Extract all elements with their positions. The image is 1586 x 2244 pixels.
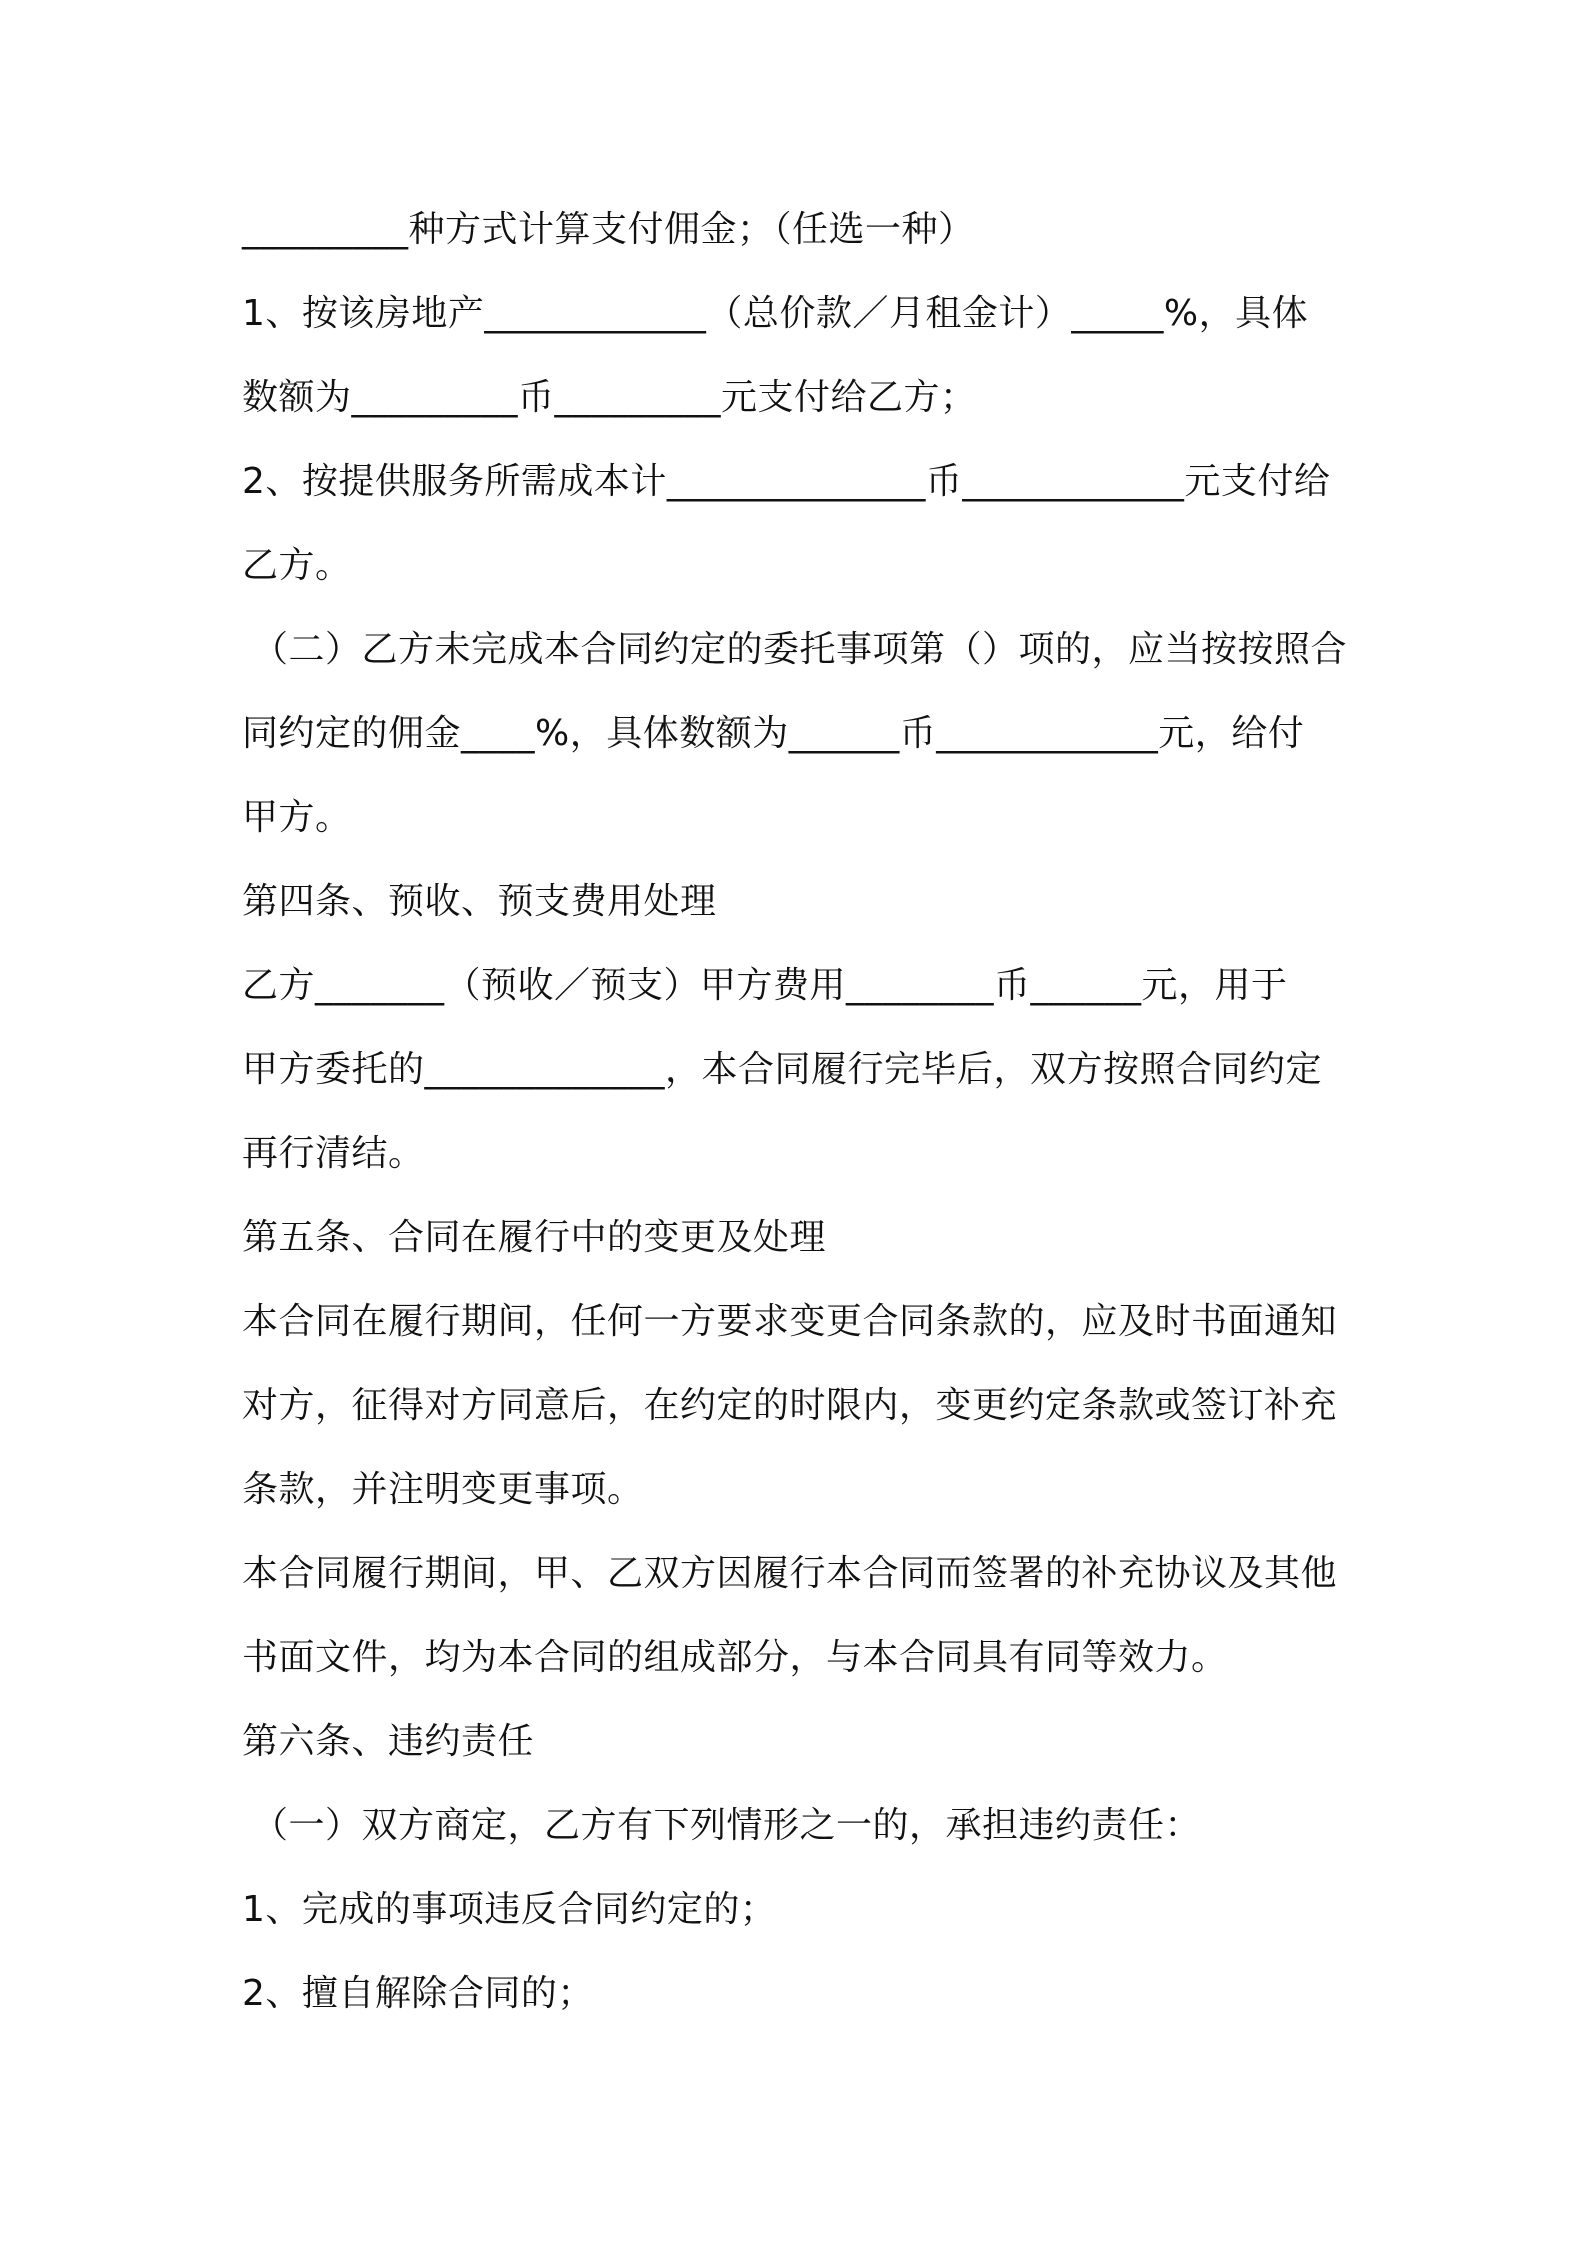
article-6-heading: 第六条、违约责任 xyxy=(242,1721,535,1762)
text-line-commission-method: _________种方式计算支付佣金；（任选一种） xyxy=(242,209,975,250)
text-line-option-1: 1、按该房地产____________（总价款／月租金计）_____%，具体 xyxy=(242,293,1309,334)
text-line-option-2: 2、按提供服务所需成本计______________币____________元支付给 xyxy=(242,461,1331,502)
text-line-clause-2-cont: 同约定的佣金____%，具体数额为______币____________元，给付 xyxy=(242,713,1305,754)
text-line-article-5-p2-cont: 书面文件，均为本合同的组成部分，与本合同具有同等效力。 xyxy=(242,1637,1228,1678)
text-line-clause-2-end: 甲方。 xyxy=(242,797,352,838)
text-line-breach-item-2: 2、擅自解除合同的； xyxy=(242,1973,594,2014)
article-5-heading: 第五条、合同在履行中的变更及处理 xyxy=(242,1217,827,1258)
text-line-article-5-p1-end: 条款，并注明变更事项。 xyxy=(242,1469,644,1510)
text-line-article-4: 乙方_______（预收／预支）甲方费用________币______元，用于 xyxy=(242,965,1288,1006)
text-line-article-4-cont: 甲方委托的_____________，本合同履行完毕后，双方按照合同约定 xyxy=(242,1049,1323,1090)
text-line-article-5-p2: 本合同履行期间，甲、乙双方因履行本合同而签署的补充协议及其他 xyxy=(242,1553,1338,1594)
text-line-option-2-cont: 乙方。 xyxy=(242,545,352,586)
text-line-clause-2: （二）乙方未完成本合同约定的委托事项第（）项的，应当按按照合 xyxy=(252,629,1348,670)
text-line-article-6-clause-1: （一）双方商定，乙方有下列情形之一的，承担违约责任： xyxy=(252,1805,1202,1846)
text-line-article-4-end: 再行清结。 xyxy=(242,1133,425,1174)
article-4-heading: 第四条、预收、预支费用处理 xyxy=(242,881,717,922)
text-line-breach-item-1: 1、完成的事项违反合同约定的； xyxy=(242,1889,777,1930)
text-line-article-5-p1: 本合同在履行期间，任何一方要求变更合同条款的，应及时书面通知 xyxy=(242,1301,1338,1342)
text-line-option-1-cont: 数额为_________币_________元支付给乙方； xyxy=(242,377,977,418)
text-line-article-5-p1-cont: 对方，征得对方同意后，在约定的时限内，变更约定条款或签订补充 xyxy=(242,1385,1338,1426)
